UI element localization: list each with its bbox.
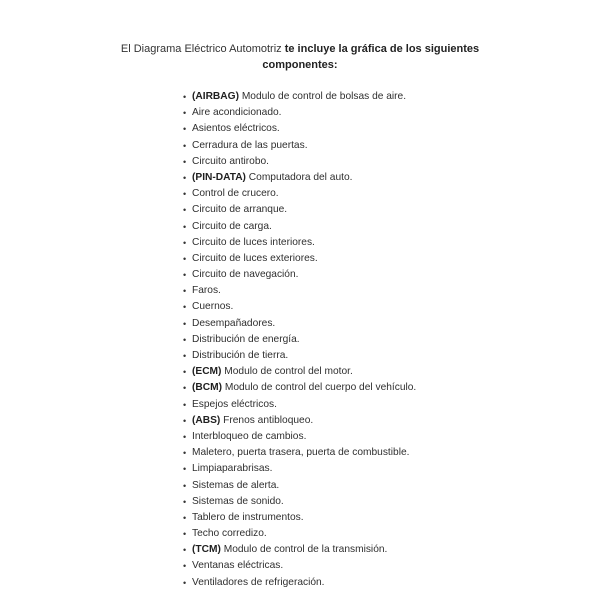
bullet-icon: • bbox=[183, 480, 187, 491]
bullet-icon: • bbox=[183, 529, 187, 540]
intro-normal-text: El Diagrama Eléctrico Automotriz bbox=[120, 43, 285, 55]
bullet-icon: • bbox=[183, 383, 187, 394]
item-tag: (TCM) bbox=[192, 544, 221, 556]
list-item bbox=[183, 105, 416, 121]
item-text: Modulo de control de la transmisión. bbox=[223, 544, 388, 556]
list-item bbox=[183, 154, 416, 170]
bullet-icon: • bbox=[183, 334, 187, 345]
bullet-icon: • bbox=[183, 561, 187, 572]
item-text: Circuito de carga. bbox=[192, 220, 272, 232]
bullet-icon: • bbox=[183, 253, 187, 264]
list-item bbox=[183, 202, 416, 218]
item-text: Modulo de control de bolsas de aire. bbox=[241, 91, 407, 102]
bullet-icon: • bbox=[183, 318, 187, 329]
list-item bbox=[183, 494, 416, 510]
bullet-icon: • bbox=[183, 415, 187, 426]
intro-line-2: componentes: bbox=[262, 59, 338, 71]
list-item bbox=[183, 542, 416, 558]
item-text: Sistemas de alerta. bbox=[192, 479, 280, 491]
list-item bbox=[183, 510, 416, 526]
list-item bbox=[183, 89, 416, 105]
bullet-icon: • bbox=[183, 156, 187, 167]
list-item bbox=[183, 348, 416, 364]
list-item bbox=[183, 332, 416, 348]
list-item bbox=[183, 380, 416, 396]
bullet-icon: • bbox=[183, 545, 187, 556]
item-text: Interbloqueo de cambios. bbox=[192, 430, 307, 442]
list-item bbox=[183, 299, 416, 315]
list-item bbox=[183, 364, 416, 380]
list-item bbox=[183, 397, 416, 413]
item-text: Espejos eléctricos. bbox=[192, 398, 277, 410]
list-item bbox=[183, 316, 416, 332]
item-tag: (ECM) bbox=[192, 366, 222, 378]
list-item bbox=[183, 413, 416, 429]
list-item bbox=[183, 267, 416, 283]
item-text: Distribución de tierra. bbox=[192, 350, 289, 361]
item-tag: (AIRBAG) bbox=[192, 91, 239, 102]
item-text: Faros. bbox=[192, 285, 221, 297]
list-item bbox=[183, 186, 416, 202]
item-text: Circuito de luces interiores. bbox=[192, 236, 315, 248]
bullet-icon: • bbox=[183, 367, 187, 378]
bullet-icon: • bbox=[183, 270, 187, 281]
list-item bbox=[183, 170, 416, 186]
item-text: Techo corredizo. bbox=[192, 528, 267, 540]
intro-bold-text: te incluye la gráfica de los siguientes bbox=[284, 43, 480, 55]
item-text: Circuito antirobo. bbox=[192, 155, 270, 167]
bullet-icon: • bbox=[183, 124, 187, 135]
item-text: Maletero, puerta trasera, puerta de combustible. bbox=[192, 447, 410, 459]
bullet-icon: • bbox=[183, 205, 187, 216]
item-text: Limpiaparabrisas. bbox=[192, 463, 273, 475]
bullet-icon: • bbox=[183, 577, 187, 588]
list-item bbox=[183, 219, 416, 235]
item-text: Modulo de control del cuerpo del vehículo. bbox=[224, 382, 417, 394]
item-tag: (BCM) bbox=[192, 382, 222, 394]
bullet-icon: • bbox=[183, 496, 187, 507]
item-text: Ventiladores de refrigeración. bbox=[192, 576, 325, 588]
list-item bbox=[183, 121, 416, 137]
bullet-icon: • bbox=[183, 302, 187, 313]
item-text: Sistemas de sonido. bbox=[192, 495, 284, 507]
bullet-icon: • bbox=[183, 512, 187, 523]
bullet-icon: • bbox=[183, 140, 187, 151]
item-tag: (PIN-DATA) bbox=[192, 171, 246, 183]
bullet-icon: • bbox=[183, 92, 187, 102]
bullet-icon: • bbox=[183, 221, 187, 232]
item-text: Ventanas eléctricas. bbox=[192, 560, 284, 572]
bullet-icon: • bbox=[183, 237, 187, 248]
bullet-icon: • bbox=[183, 108, 187, 119]
intro-paragraph bbox=[0, 41, 600, 73]
list-item bbox=[183, 558, 416, 574]
item-text: Cerradura de las puertas. bbox=[192, 139, 308, 151]
item-text: Circuito de luces exteriores. bbox=[192, 252, 318, 264]
item-text: Control de crucero. bbox=[192, 188, 279, 200]
components-list bbox=[183, 89, 416, 591]
list-item bbox=[183, 575, 416, 591]
item-text: Distribución de energía. bbox=[192, 333, 300, 345]
item-text: Cuernos. bbox=[192, 301, 234, 313]
list-item bbox=[183, 445, 416, 461]
bullet-icon: • bbox=[183, 172, 187, 183]
bullet-icon: • bbox=[183, 189, 187, 200]
item-text: Aire acondicionado. bbox=[192, 107, 282, 119]
list-item bbox=[183, 478, 416, 494]
list-item bbox=[183, 461, 416, 477]
list-item bbox=[183, 138, 416, 154]
list-item bbox=[183, 429, 416, 445]
item-text: Circuito de arranque. bbox=[192, 204, 288, 216]
list-item bbox=[183, 251, 416, 267]
intro-line-1 bbox=[0, 41, 600, 57]
item-text: Tablero de instrumentos. bbox=[192, 511, 304, 523]
item-text: Asientos eléctricos. bbox=[192, 123, 280, 135]
item-text: Desempañadores. bbox=[192, 317, 276, 329]
bullet-icon: • bbox=[183, 286, 187, 297]
item-text: Computadora del auto. bbox=[248, 171, 353, 183]
list-item bbox=[183, 235, 416, 251]
item-text: Circuito de navegación. bbox=[192, 269, 299, 281]
item-text: Frenos antibloqueo. bbox=[223, 414, 314, 426]
bullet-icon: • bbox=[183, 448, 187, 459]
bullet-icon: • bbox=[183, 431, 187, 442]
list-item bbox=[183, 526, 416, 542]
item-text: Modulo de control del motor. bbox=[224, 366, 353, 378]
bullet-icon: • bbox=[183, 464, 187, 475]
item-tag: (ABS) bbox=[192, 414, 221, 426]
list-item bbox=[183, 283, 416, 299]
bullet-icon: • bbox=[183, 351, 187, 361]
bullet-icon: • bbox=[183, 399, 187, 410]
